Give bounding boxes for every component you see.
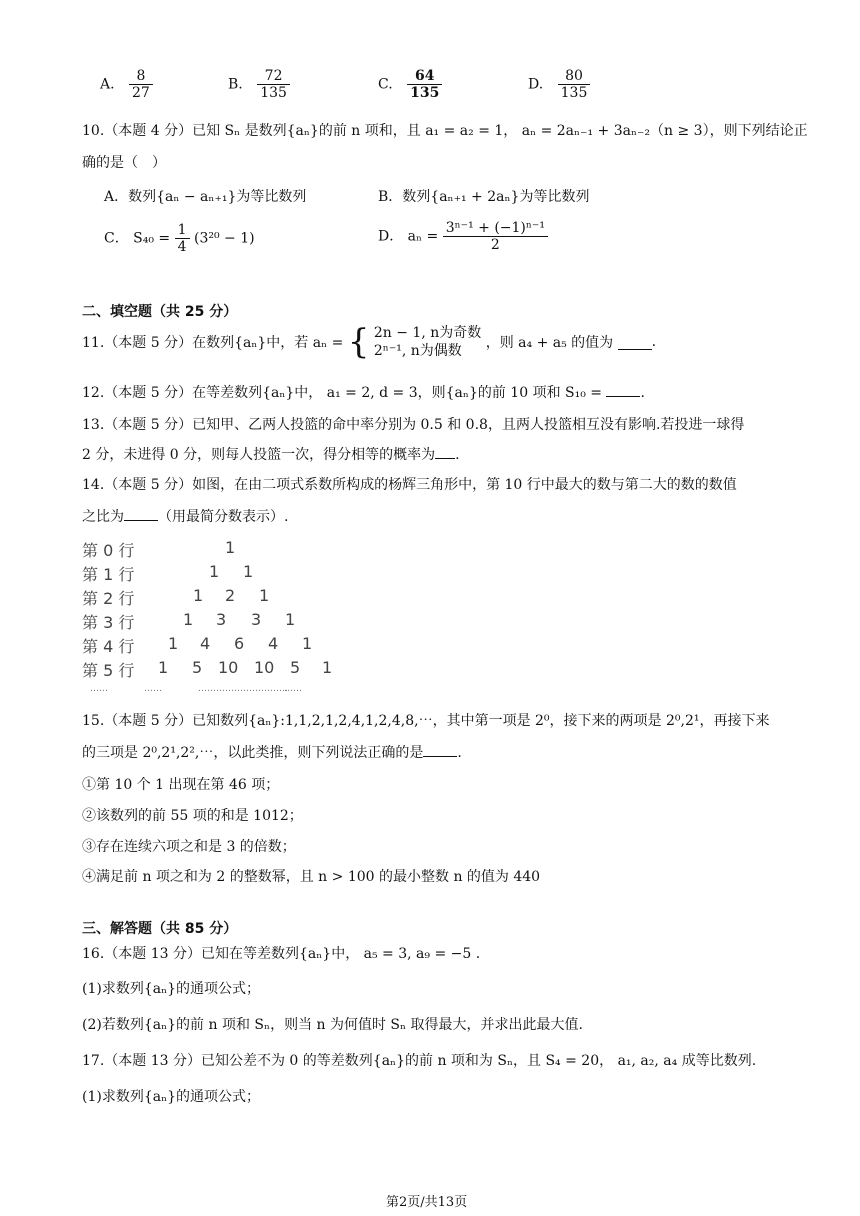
page-number: 第2页/共13页: [386, 1195, 468, 1210]
answer-blank: [124, 506, 158, 521]
pascal-value: 10: [218, 658, 239, 677]
pascal-value: 1: [183, 610, 194, 629]
q15-statement-2: ②该数列的前 55 项的和是 1012；: [82, 808, 303, 824]
pascal-value: 1: [209, 562, 220, 581]
q13-line1: 13.（本题 5 分）已知甲、乙两人投篮的命中率分别为 0.5 和 0.8，且两人投篮相互没有影响.若投进一球得: [82, 417, 745, 433]
pascal-triangle-figure: [82, 534, 342, 694]
q9-option-b: [228, 68, 290, 101]
q15-line2: [82, 742, 462, 762]
q10-stem-line1: 10.（本题 4 分）已知 Sₙ 是数列{aₙ}的前 n 项和，且 a₁ = a₂ = 1， aₙ = 2aₙ₋₁ + 3aₙ₋₂（n ≥ 3），则下列结论正: [82, 123, 808, 139]
row-label: 第 4 行: [82, 637, 135, 656]
row-label: 第 2 行: [82, 589, 135, 608]
pascal-value: 2: [225, 586, 236, 605]
fraction: [558, 68, 591, 101]
q11-suffix: ，则 a₄ + a₅ 的值为: [485, 335, 614, 351]
fraction: [257, 68, 290, 101]
q12: [82, 382, 645, 402]
numerator: 72: [257, 68, 290, 85]
q11-prefix: 11.（本题 5 分）在数列{aₙ}中，若 aₙ =: [82, 335, 344, 351]
q15-statement-4: ④满足前 n 项之和为 2 的整数幂，且 n > 100 的最小整数 n 的值为 440: [82, 869, 541, 885]
pascal-value: 1: [285, 610, 296, 629]
pascal-value: 1: [225, 538, 236, 557]
q14-line1: 14.（本题 5 分）如图，在由二项式系数所构成的杨辉三角形中，第 10 行中最大的数与第二大的数的数值: [82, 477, 737, 493]
pascal-value: 1: [243, 562, 254, 581]
pascal-value: 1: [193, 586, 204, 605]
answer-blank: [423, 742, 457, 757]
pascal-value: 4: [268, 634, 279, 653]
pascal-value: 10: [254, 658, 275, 677]
pascal-value: 6: [234, 634, 245, 653]
option-letter: A.: [100, 76, 115, 93]
q9-option-d: [528, 68, 590, 101]
q15-line2-text: 的三项是 2⁰,2¹,2²,⋯，以此类推，则下列说法正确的是: [82, 745, 424, 761]
option-letter: C.: [378, 76, 393, 93]
section-3-title: 三、解答题（共 85 分）: [82, 921, 238, 937]
fraction: [407, 68, 442, 101]
pascal-value: 1: [259, 586, 270, 605]
piecewise-cases: [374, 324, 481, 360]
option-d-prefix: D． aₙ =: [378, 228, 439, 245]
q9-option-a: [100, 68, 153, 101]
q17-part-1: (1)求数列{aₙ}的通项公式；: [82, 1089, 261, 1105]
q14-line2: [82, 506, 288, 526]
row-label: 第 5 行: [82, 661, 135, 680]
case-even: 2ⁿ⁻¹, n为偶数: [373, 343, 462, 359]
q16-part-2: (2)若数列{aₙ}的前 n 项和 Sₙ，则当 n 为何值时 Sₙ 取得最大，并求出此最大值.: [82, 1017, 583, 1033]
piecewise-brace: {: [347, 322, 370, 362]
answer-blank: [618, 335, 652, 350]
case-odd: 2n − 1, n为奇数: [373, 324, 482, 341]
q12-end: .: [640, 385, 645, 401]
pascal-value: 5: [192, 658, 203, 677]
q9-option-c: [378, 68, 442, 101]
continuation-dots: ……: [284, 684, 302, 694]
denominator: 135: [560, 85, 588, 102]
pascal-value: 4: [200, 634, 211, 653]
pascal-value: 3: [251, 610, 262, 629]
answer-blank: [435, 444, 455, 459]
q13-line2-text: 2 分，未进得 0 分，则每人投篮一次，得分相等的概率为: [82, 447, 436, 463]
pascal-value: 1: [322, 658, 333, 677]
fraction: [175, 222, 190, 255]
q11-end: .: [651, 334, 657, 350]
denominator: 135: [410, 85, 440, 102]
row-label: 第 3 行: [82, 613, 135, 632]
q10-option-c: [104, 222, 255, 255]
q11: [82, 322, 656, 362]
pascal-value: 1: [168, 634, 179, 653]
denominator: 2: [490, 237, 500, 254]
option-letter: D.: [528, 76, 544, 93]
numerator: 80: [558, 68, 591, 85]
fraction: [443, 220, 548, 253]
q13-line2: [82, 444, 460, 464]
numerator: 8: [129, 68, 153, 85]
q15-statement-1: ①第 10 个 1 出现在第 46 项；: [82, 777, 280, 793]
denominator: 135: [260, 85, 287, 102]
q14-line2-prefix: 之比为: [82, 509, 124, 525]
numerator: 64: [407, 68, 442, 85]
q10-stem-line2: 确的是（ ）: [82, 155, 166, 171]
pascal-value: 3: [216, 610, 227, 629]
q10-option-b: B．数列{aₙ₊₁ + 2aₙ}为等比数列: [378, 189, 590, 205]
continuation-dots: ……: [90, 684, 108, 694]
option-c-suffix: (3²⁰ − 1): [194, 230, 255, 247]
pascal-value: 5: [290, 658, 301, 677]
option-letter: B.: [228, 76, 243, 93]
continuation-dots: ……: [144, 684, 162, 694]
q15-end: .: [457, 745, 462, 761]
q15-statement-3: ③存在连续六项之和是 3 的倍数；: [82, 839, 296, 855]
row-label: 第 0 行: [82, 541, 135, 560]
option-c-prefix: C． S₄₀ =: [104, 230, 171, 247]
q15-line1: 15.（本题 5 分）已知数列{aₙ}:1,1,2,1,2,4,1,2,4,8,⋯，其中第一项是 2⁰，接下来的两项是 2⁰,2¹，再接下来: [82, 713, 770, 729]
q10-option-a: A．数列{aₙ − aₙ₊₁}为等比数列: [104, 189, 307, 205]
fraction: [129, 68, 153, 101]
q12-text: 12.（本题 5 分）在等差数列{aₙ}中， a₁ = 2, d = 3，则{aₙ}的前 10 项和 S₁₀ =: [82, 385, 603, 401]
continuation-dots: …………………………: [198, 684, 288, 694]
q10-option-d: [378, 220, 548, 253]
numerator: 1: [175, 222, 190, 239]
q16-stem: 16.（本题 13 分）已知在等差数列{aₙ}中， a₅ = 3, a₉ = −5 .: [82, 946, 481, 962]
pascal-value: 1: [302, 634, 313, 653]
q13-end: .: [455, 447, 460, 463]
denominator: 27: [132, 85, 150, 102]
denominator: 4: [177, 239, 187, 256]
section-2-title: 二、填空题（共 25 分）: [82, 304, 238, 320]
answer-blank: [606, 382, 640, 397]
q16-part-1: (1)求数列{aₙ}的通项公式；: [82, 981, 261, 997]
q17-stem: 17.（本题 13 分）已知公差不为 0 的等差数列{aₙ}的前 n 项和为 Sₙ，且 S₄ = 20， a₁, a₂, a₄ 成等比数列.: [82, 1053, 757, 1069]
pascal-value: 1: [158, 658, 169, 677]
row-label: 第 1 行: [82, 565, 135, 584]
q14-line2-suffix: （用最简分数表示）.: [158, 509, 289, 525]
numerator: 3ⁿ⁻¹ + (−1)ⁿ⁻¹: [443, 220, 548, 237]
